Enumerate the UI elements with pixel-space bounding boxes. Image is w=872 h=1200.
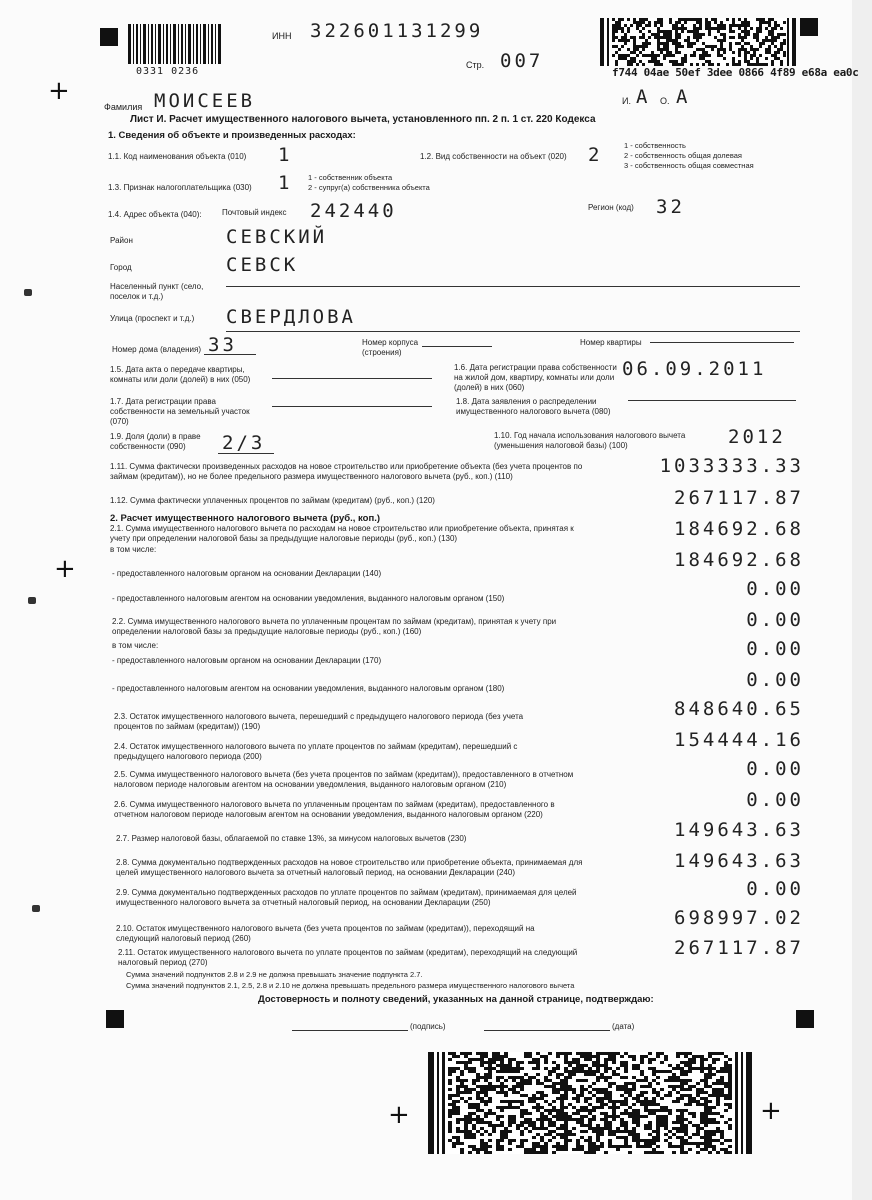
street-label: Улица (проспект и т.д.) xyxy=(110,314,195,323)
marker-square xyxy=(796,1010,814,1028)
page-label: Стр. xyxy=(466,60,485,70)
field-1-3-value: 1 xyxy=(278,172,293,194)
page-value: 007 xyxy=(500,50,544,72)
field-1-12-label: 1.12. Сумма фактически уплаченных процентов по займам (кредитам) (руб., коп.) (120) xyxy=(110,496,435,505)
district-label: Район xyxy=(110,236,133,245)
sheet-title: Лист И. Расчет имущественного налогового вычета, установленного пп. 2 п. 1 ст. 220 Кодекса xyxy=(130,114,596,125)
field-1-7-label: 1.7. Дата регистрации права собственности на земельный участок (070) xyxy=(110,397,250,426)
field-2-6-label: 2.6. Сумма имущественного налогового вычета по уплаченным процентам по займам (кредитам), предоставленного в отчетном налоговом периоде налоговым агентом на основании уведомления, выданного налоговым органом (220) xyxy=(114,800,555,819)
house-line xyxy=(204,354,256,355)
field-2-3-value: 848640.65 xyxy=(674,698,804,720)
note-2: Сумма значений подпунктов 2.1, 2.5, 2.8 и 2.10 не должна превышать предельного размера имущественного налогового вычета xyxy=(126,981,575,990)
initial-i-value: А xyxy=(636,86,651,108)
field-150-label: - предоставленного налоговым агентом на основании уведомления, выданного налоговым органом (150) xyxy=(112,594,505,603)
2d-barcode-bottom xyxy=(428,1052,752,1154)
initial-o-label: О. xyxy=(660,96,670,106)
marker-square xyxy=(100,28,118,46)
field-1-7-line xyxy=(272,406,432,407)
field-1-1-value: 1 xyxy=(278,144,293,166)
surname-value: МОИСЕЕВ xyxy=(154,90,256,112)
date-line[interactable] xyxy=(484,1030,610,1031)
house-label: Номер дома (владения) xyxy=(112,345,201,354)
field-2-10-value: 698997.02 xyxy=(674,907,804,929)
flat-label: Номер квартиры xyxy=(580,338,642,347)
field-2-8-label: 2.8. Сумма документально подтвержденных расходов на новое строительство или приобретение объекта, принимаемая для целей имущественного налогового вычета за отчетный налоговый период, на основании Декларации (240) xyxy=(116,858,583,877)
district-value: СЕВСКИЙ xyxy=(226,226,328,248)
building-label: Номер корпуса (строения) xyxy=(362,338,419,357)
field-2-9-label: 2.9. Сумма документально подтвержденных расходов по уплате процентов по займам (кредитам), принимаемая для целей имущественного налогового вычета за отчетный налоговый период, на основании Декларации (250) xyxy=(116,888,577,907)
field-2-4-label: 2.4. Остаток имущественного налогового вычета по уплате процентов по займам (кредитам), перешедший с предыдущего налогового периода (200) xyxy=(114,742,518,761)
taxpayer-option: 1 - собственник объекта xyxy=(308,173,393,182)
field-2-3-label: 2.3. Остаток имущественного налогового вычета, перешедший с предыдущего налогового периода (без учета процентов по займам (кредитам)) (190) xyxy=(114,712,524,731)
marker-square xyxy=(106,1010,124,1028)
punch-hole xyxy=(24,289,32,296)
field-150-value: 0.00 xyxy=(746,609,804,631)
ownership-option: 3 - собственность общая совместная xyxy=(624,161,754,170)
field-2-2-label: 2.2. Сумма имущественного налогового вычета по уплаченным процентам по займам (кредитам), принятая к учету при определении налоговой базы за предыдущие налоговые периоды (руб., коп.) (160) xyxy=(112,617,557,636)
field-1-6-value: 06.09.2011 xyxy=(622,358,767,380)
plus-marker-icon: + xyxy=(388,1100,410,1130)
field-1-1-label: 1.1. Код наименования объекта (010) xyxy=(108,152,247,161)
settlement-label: Населенный пункт (село, поселок и т.д.) xyxy=(110,282,204,301)
field-2-7-value: 149643.63 xyxy=(674,819,804,841)
field-2-7-label: 2.7. Размер налоговой базы, облагаемой по ставке 13%, за минусом налоговых вычетов (230) xyxy=(116,834,467,843)
field-2-5-label: 2.5. Сумма имущественного налогового вычета (без учета процентов по займам (кредитам)), предоставленного в отчетном налоговом периоде налоговым агентом на основании уведомления, выданного налоговым органом (210) xyxy=(114,770,574,789)
field-1-9-line xyxy=(218,453,274,454)
field-1-4-label: 1.4. Адрес объекта (040): xyxy=(108,210,202,219)
field-1-5-line xyxy=(272,378,432,379)
region-value: 32 xyxy=(656,196,685,218)
region-label: Регион (код) xyxy=(588,203,634,212)
field-1-3-label: 1.3. Признак налогоплательщика (030) xyxy=(108,183,252,192)
field-2-11-label: 2.11. Остаток имущественного налогового вычета по уплате процентов по займам (кредитам), переходящий на следующий налоговый период (270) xyxy=(118,948,578,967)
2d-barcode xyxy=(600,18,796,66)
date-label: (дата) xyxy=(612,1022,635,1031)
field-2-2-sub: в том числе: xyxy=(112,641,159,650)
zip-value: 242440 xyxy=(310,200,397,222)
field-2-2-value: 0.00 xyxy=(746,638,804,660)
section1-heading: 1. Сведения об объекте и произведенных расходах: xyxy=(108,130,356,141)
punch-hole xyxy=(28,597,36,604)
plus-marker-icon: + xyxy=(54,554,76,584)
street-line xyxy=(226,331,800,332)
field-1-11-label: 1.11. Сумма фактически произведенных расходов на новое строительство или приобретение объекта (без учета процентов по займам (кредитам)), но не более предельного размера имущественного налогового вычета (руб., коп.) (110) xyxy=(110,462,583,481)
settlement-line xyxy=(226,286,800,287)
field-1-10-value: 2012 xyxy=(728,426,786,448)
surname-label: Фамилия xyxy=(104,102,143,112)
city-label: Город xyxy=(110,263,132,272)
field-1-9-value: 2/3 xyxy=(222,432,266,454)
field-2-5-value: 0.00 xyxy=(746,758,804,780)
plus-marker-icon: + xyxy=(48,76,70,106)
initial-o-value: А xyxy=(676,86,691,108)
signature-line[interactable] xyxy=(292,1030,408,1031)
field-1-6-label: 1.6. Дата регистрации права собственности на жилой дом, квартиру, комнаты или доли (долей) в них (060) xyxy=(454,363,617,392)
barcode-hash: f744 04ae 50ef 3dee 0866 4f89 e68a ea0c xyxy=(612,66,859,79)
field-140-value: 0.00 xyxy=(746,578,804,600)
field-1-8-label: 1.8. Дата заявления о распределении имущественного налогового вычета (080) xyxy=(456,397,611,416)
building-line xyxy=(422,346,492,347)
street-value: СВЕРДЛОВА xyxy=(226,306,356,328)
field-1-2-label: 1.2. Вид собственности на объект (020) xyxy=(420,152,567,161)
field-1-9-label: 1.9. Доля (доли) в праве собственности (090) xyxy=(110,432,201,451)
field-2-1-sub: в том числе: xyxy=(110,545,157,554)
house-value: 33 xyxy=(208,334,237,356)
city-value: СЕВСК xyxy=(226,254,299,276)
field-2-1-label: 2.1. Сумма имущественного налогового вычета по расходам на новое строительство или приобретение объекта, принятая к учету при определении налоговой базы за предыдущие налоговые периоды (руб., коп.) (130) xyxy=(110,524,574,543)
plus-marker-icon: + xyxy=(760,1096,782,1126)
initial-i-label: И. xyxy=(622,96,631,106)
field-2-6-value: 0.00 xyxy=(746,789,804,811)
signature-label: (подпись) xyxy=(410,1022,446,1031)
field-1-8-line xyxy=(628,400,796,401)
field-1-10-label: 1.10. Год начала использования налогового вычета (уменьшения налоговой базы) (100) xyxy=(494,431,686,450)
field-140-label: - предоставленного налоговым органом на основании Декларации (140) xyxy=(112,569,382,578)
field-2-10-label: 2.10. Остаток имущественного налогового вычета (без учета процентов по займам (кредитам)), переходящий на следующий налоговый период (260) xyxy=(116,924,535,943)
field-1-5-label: 1.5. Дата акта о передаче квартиры, комнаты или доли (долей) в них (050) xyxy=(110,365,251,384)
ownership-option: 1 - собственность xyxy=(624,141,686,150)
field-1-12-value: 267117.87 xyxy=(674,487,804,509)
zip-label: Почтовый индекс xyxy=(222,208,287,217)
taxpayer-option: 2 - супруг(а) собственника объекта xyxy=(308,183,430,192)
field-170-value: 0.00 xyxy=(746,669,804,691)
inn-value: 322601131299 xyxy=(310,20,484,42)
linear-barcode xyxy=(128,24,224,64)
page-edge xyxy=(852,0,872,1200)
inn-label: ИНН xyxy=(272,31,292,41)
form-code: 0331 0236 xyxy=(136,66,200,77)
field-180-label: - предоставленного налоговым агентом на основании уведомления, выданного налоговым органом (180) xyxy=(112,684,505,693)
note-1: Сумма значений подпунктов 2.8 и 2.9 не должна превышать значение подпункта 2.7. xyxy=(126,970,423,979)
field-1-11-value: 1033333.33 xyxy=(659,455,804,477)
field-1-2-value: 2 xyxy=(588,144,603,166)
field-2-4-value: 154444.16 xyxy=(674,729,804,751)
field-2-1-value: 184692.68 xyxy=(674,518,804,540)
field-2-11-value: 267117.87 xyxy=(674,937,804,959)
field-2-8-value: 149643.63 xyxy=(674,850,804,872)
section2-heading: 2. Расчет имущественного налогового вычета (руб., коп.) xyxy=(110,513,380,524)
ownership-option: 2 - собственность общая долевая xyxy=(624,151,742,160)
confirmation-text: Достоверность и полноту сведений, указанных на данной странице, подтверждаю: xyxy=(258,994,654,1005)
flat-line xyxy=(650,342,794,343)
field-170-label: - предоставленного налоговым органом на основании Декларации (170) xyxy=(112,656,382,665)
field-2-1-subtotal: 184692.68 xyxy=(674,549,804,571)
marker-square xyxy=(800,18,818,36)
field-2-9-value: 0.00 xyxy=(746,878,804,900)
punch-hole xyxy=(32,905,40,912)
